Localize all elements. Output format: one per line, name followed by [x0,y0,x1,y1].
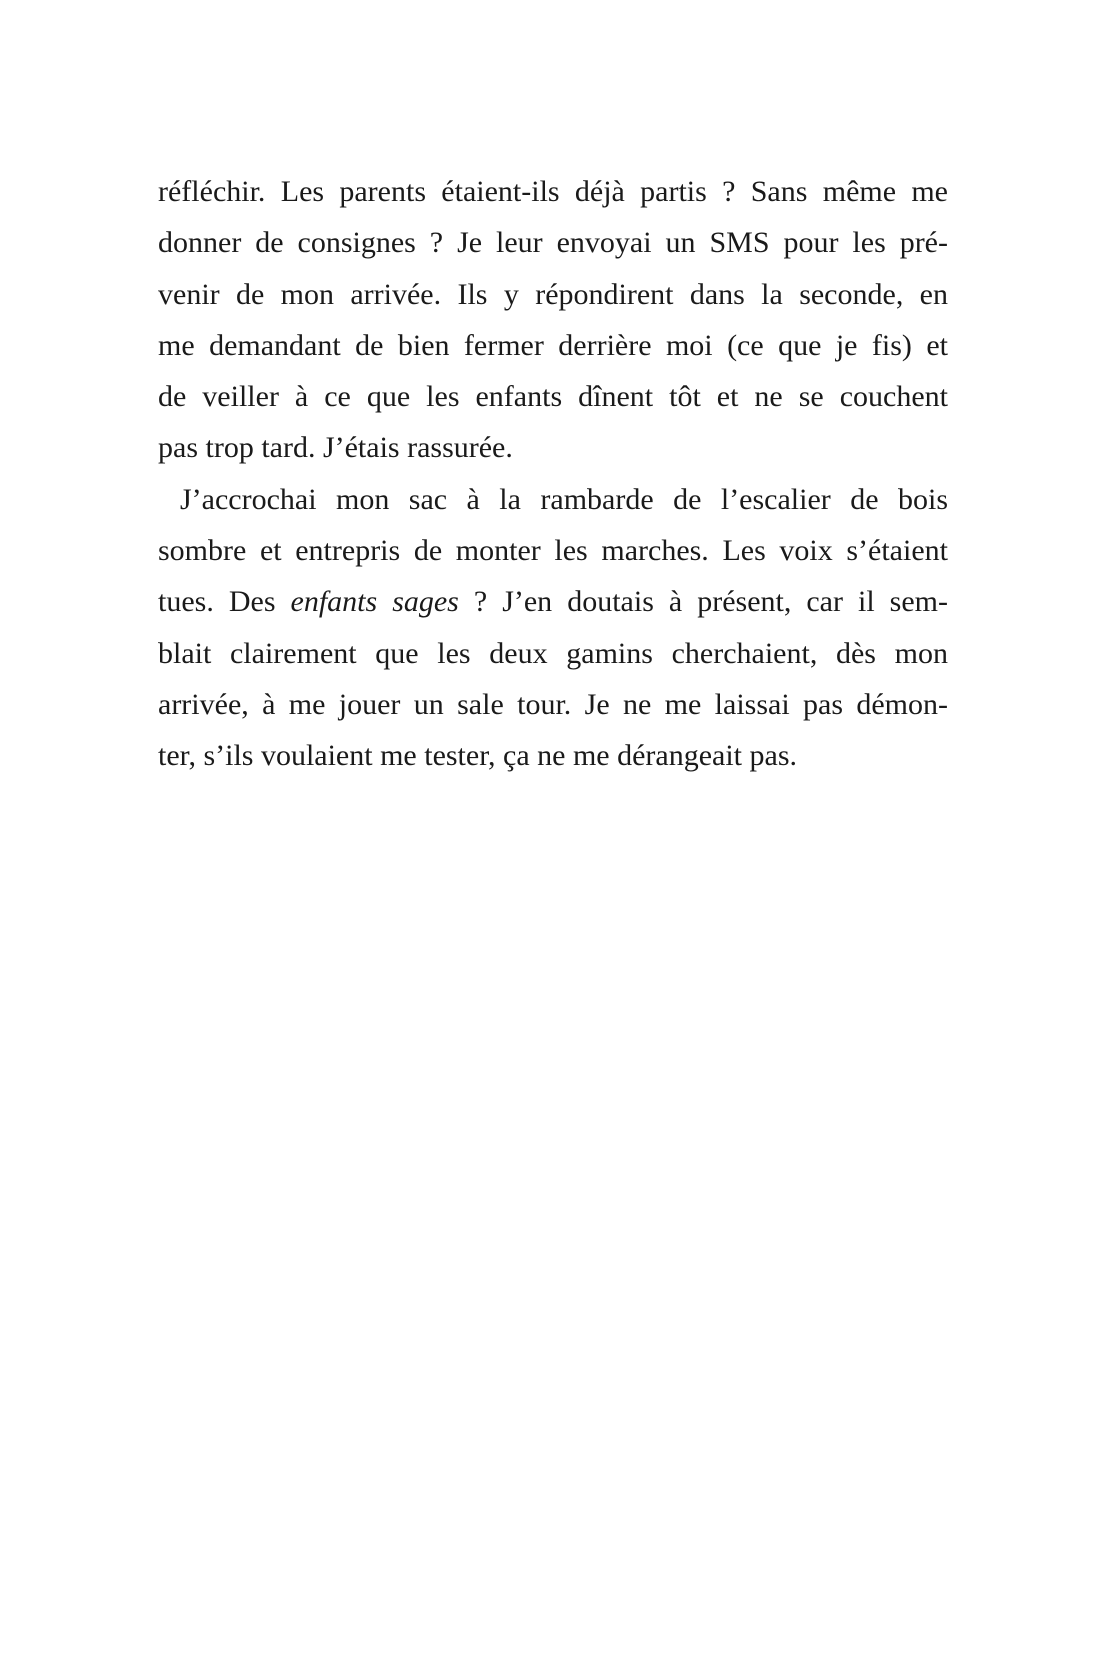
text-line [158,576,948,627]
body-text [158,166,948,782]
text-line: ter, s’ils voulaient me tester, ça ne me dérangeait pas. [158,739,798,773]
text-segment: ? J’en doutais à présent, car il sem- [458,585,948,619]
text-line: arrivée, à me jouer un sale tour. Je ne me laissai pas démon- [158,687,948,721]
text-line: réfléchir. Les parents étaient-ils déjà partis ? Sans même me [158,175,948,208]
text-line: pas trop tard. J’étais rassurée. [158,431,513,465]
text-line: blait clairement que les deux gamins cherchaient, dès mon [158,636,948,670]
paragraph [158,474,948,782]
text-line: J’accrochai mon sac à la rambarde de l’escalier de bois [180,482,948,516]
text-line: me demandant de bien fermer derrière moi (ce que je fis) et [158,328,948,362]
paragraph [158,166,948,474]
text-line: donner de consignes ? Je leur envoyai un SMS pour les pré- [158,226,948,260]
text-segment: tues. Des [158,585,291,619]
text-line: de veiller à ce que les enfants dînent tôt et ne se couchent [158,380,948,414]
text-line: venir de mon arrivée. Ils y répondirent dans la seconde, en [158,277,948,311]
italic-phrase: enfants sages [290,585,459,619]
text-line: sombre et entrepris de monter les marches. Les voix s’étaient [158,534,948,568]
